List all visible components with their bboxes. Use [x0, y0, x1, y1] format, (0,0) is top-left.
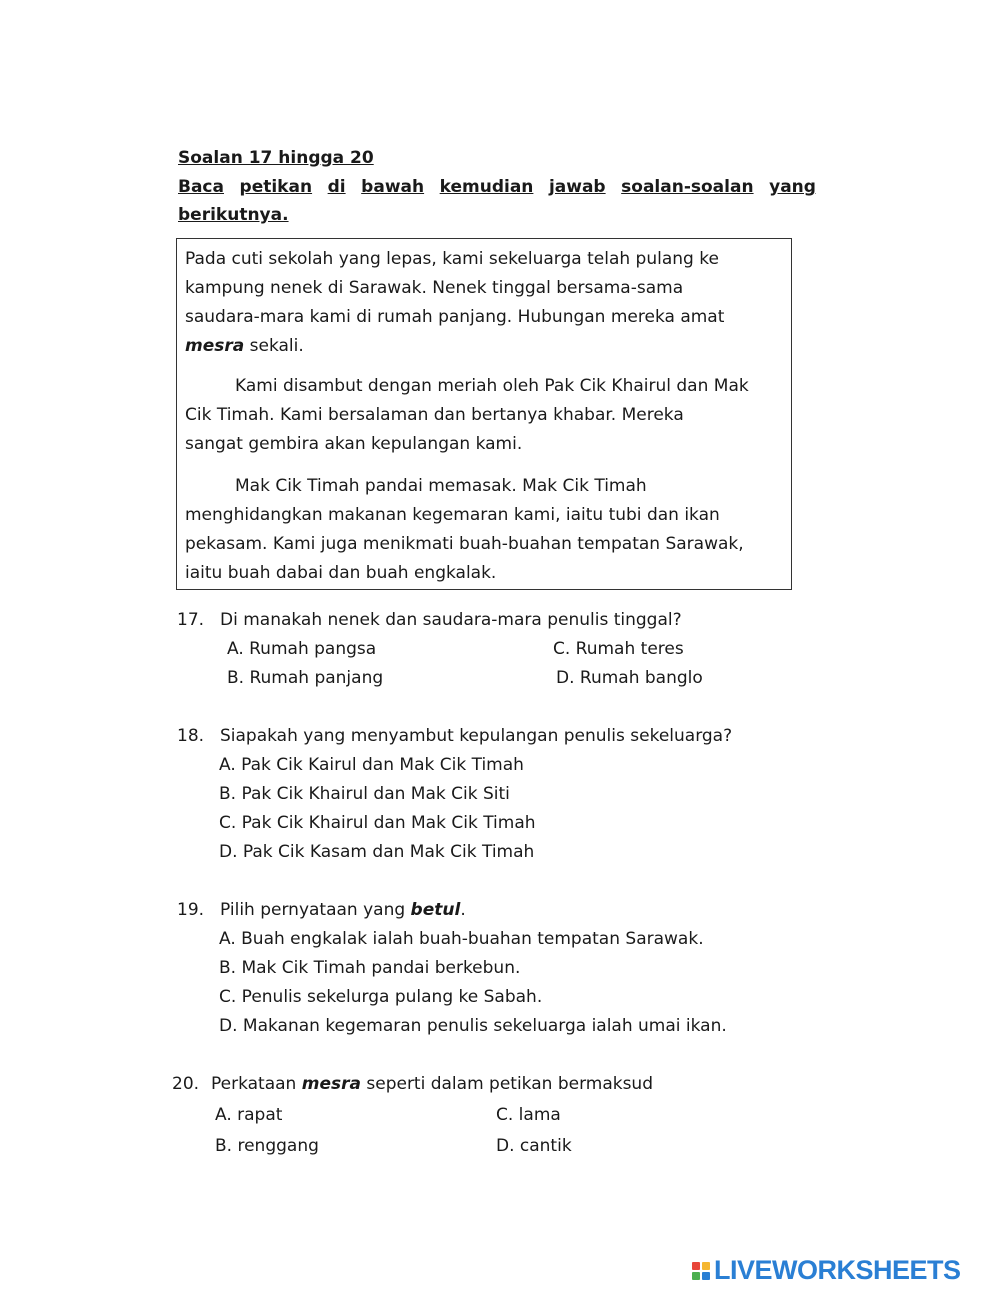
question-19-text-pre: Pilih pernyataan yang — [220, 900, 411, 920]
instruction-word: yang — [769, 177, 816, 197]
instruction-line — [178, 177, 816, 197]
question-17-option-b[interactable]: B. Rumah panjang — [227, 668, 384, 688]
question-17-option-c[interactable]: C. Rumah teres — [553, 639, 684, 659]
instruction-word: di — [327, 177, 346, 197]
question-20-option-d[interactable]: D. cantik — [496, 1136, 572, 1156]
question-17-option-a[interactable]: A. Rumah pangsa — [227, 639, 377, 659]
question-19-option-b[interactable]: B. Mak Cik Timah pandai berkebun. — [219, 958, 521, 978]
passage-line: sangat gembira akan kepulangan kami. — [185, 434, 523, 454]
passage-line: Pada cuti sekolah yang lepas, kami sekeluarga telah pulang ke — [185, 249, 719, 269]
question-18-option-b[interactable]: B. Pak Cik Khairul dan Mak Cik Siti — [219, 784, 510, 804]
logo-square — [692, 1272, 700, 1280]
question-19-option-a[interactable]: A. Buah engkalak ialah buah-buahan tempatan Sarawak. — [219, 929, 704, 949]
passage-line: Kami disambut dengan meriah oleh Pak Cik Khairul dan Mak — [235, 376, 749, 396]
question-19-keyword: betul — [410, 900, 461, 920]
question-20-text — [211, 1074, 653, 1094]
question-20-number: 20. — [172, 1074, 200, 1094]
section-title: Soalan 17 hingga 20 — [178, 148, 374, 168]
question-18-option-c[interactable]: C. Pak Cik Khairul dan Mak Cik Timah — [219, 813, 536, 833]
question-18-option-a[interactable]: A. Pak Cik Kairul dan Mak Cik Timah — [219, 755, 524, 775]
question-17-number: 17. — [177, 610, 205, 630]
instruction-word: soalan-soalan — [621, 177, 754, 197]
passage-line: iaitu buah dabai dan buah engkalak. — [185, 563, 497, 583]
instruction-word: petikan — [239, 177, 313, 197]
question-17-option-d[interactable]: D. Rumah banglo — [556, 668, 703, 688]
instruction-word: Baca — [178, 177, 224, 197]
question-18-number: 18. — [177, 726, 205, 746]
question-20-option-a[interactable]: A. rapat — [215, 1105, 283, 1125]
instruction-word: bawah — [361, 177, 425, 197]
question-18-text: Siapakah yang menyambut kepulangan penulis sekeluarga? — [220, 726, 733, 746]
question-19-text-post: . — [460, 900, 466, 920]
question-20-text-pre: Perkataan — [211, 1074, 302, 1094]
question-20-option-c[interactable]: C. lama — [496, 1105, 561, 1125]
question-19-number: 19. — [177, 900, 205, 920]
passage-line: saudara-mara kami di rumah panjang. Hubungan mereka amat — [185, 307, 725, 327]
passage-line: Mak Cik Timah pandai memasak. Mak Cik Timah — [235, 476, 647, 496]
brand-name: LIVEWORKSHEETS — [714, 1255, 961, 1285]
question-18-option-d[interactable]: D. Pak Cik Kasam dan Mak Cik Timah — [219, 842, 535, 862]
question-20-keyword: mesra — [301, 1074, 361, 1094]
logo-square — [702, 1272, 710, 1280]
passage-line: Cik Timah. Kami bersalaman dan bertanya khabar. Mereka — [185, 405, 684, 425]
logo-grid-icon — [692, 1262, 710, 1280]
logo-square — [702, 1262, 710, 1270]
passage-line: pekasam. Kami juga menikmati buah-buahan tempatan Sarawak, — [185, 534, 744, 554]
question-20-text-post: seperti dalam petikan bermaksud — [360, 1074, 653, 1094]
instruction-word: jawab — [548, 177, 606, 197]
question-20-option-b[interactable]: B. renggang — [215, 1136, 319, 1156]
question-19-option-c[interactable]: C. Penulis sekelurga pulang ke Sabah. — [219, 987, 543, 1007]
passage-line: menghidangkan makanan kegemaran kami, iaitu tubi dan ikan — [185, 505, 720, 525]
logo-square — [692, 1262, 700, 1270]
passage-text: sekali. — [244, 336, 304, 356]
question-19-text — [220, 900, 466, 920]
instruction-word: kemudian — [439, 177, 534, 197]
question-17-text: Di manakah nenek dan saudara-mara penulis tinggal? — [220, 610, 682, 630]
keyword-mesra: mesra — [185, 336, 245, 356]
passage-line: kampung nenek di Sarawak. Nenek tinggal bersama-sama — [185, 278, 684, 298]
passage-line — [185, 336, 304, 356]
passage-box — [176, 238, 792, 590]
instruction-end: berikutnya. — [178, 205, 289, 225]
liveworksheets-logo[interactable] — [692, 1255, 961, 1286]
question-19-option-d[interactable]: D. Makanan kegemaran penulis sekeluarga ialah umai ikan. — [219, 1016, 727, 1036]
